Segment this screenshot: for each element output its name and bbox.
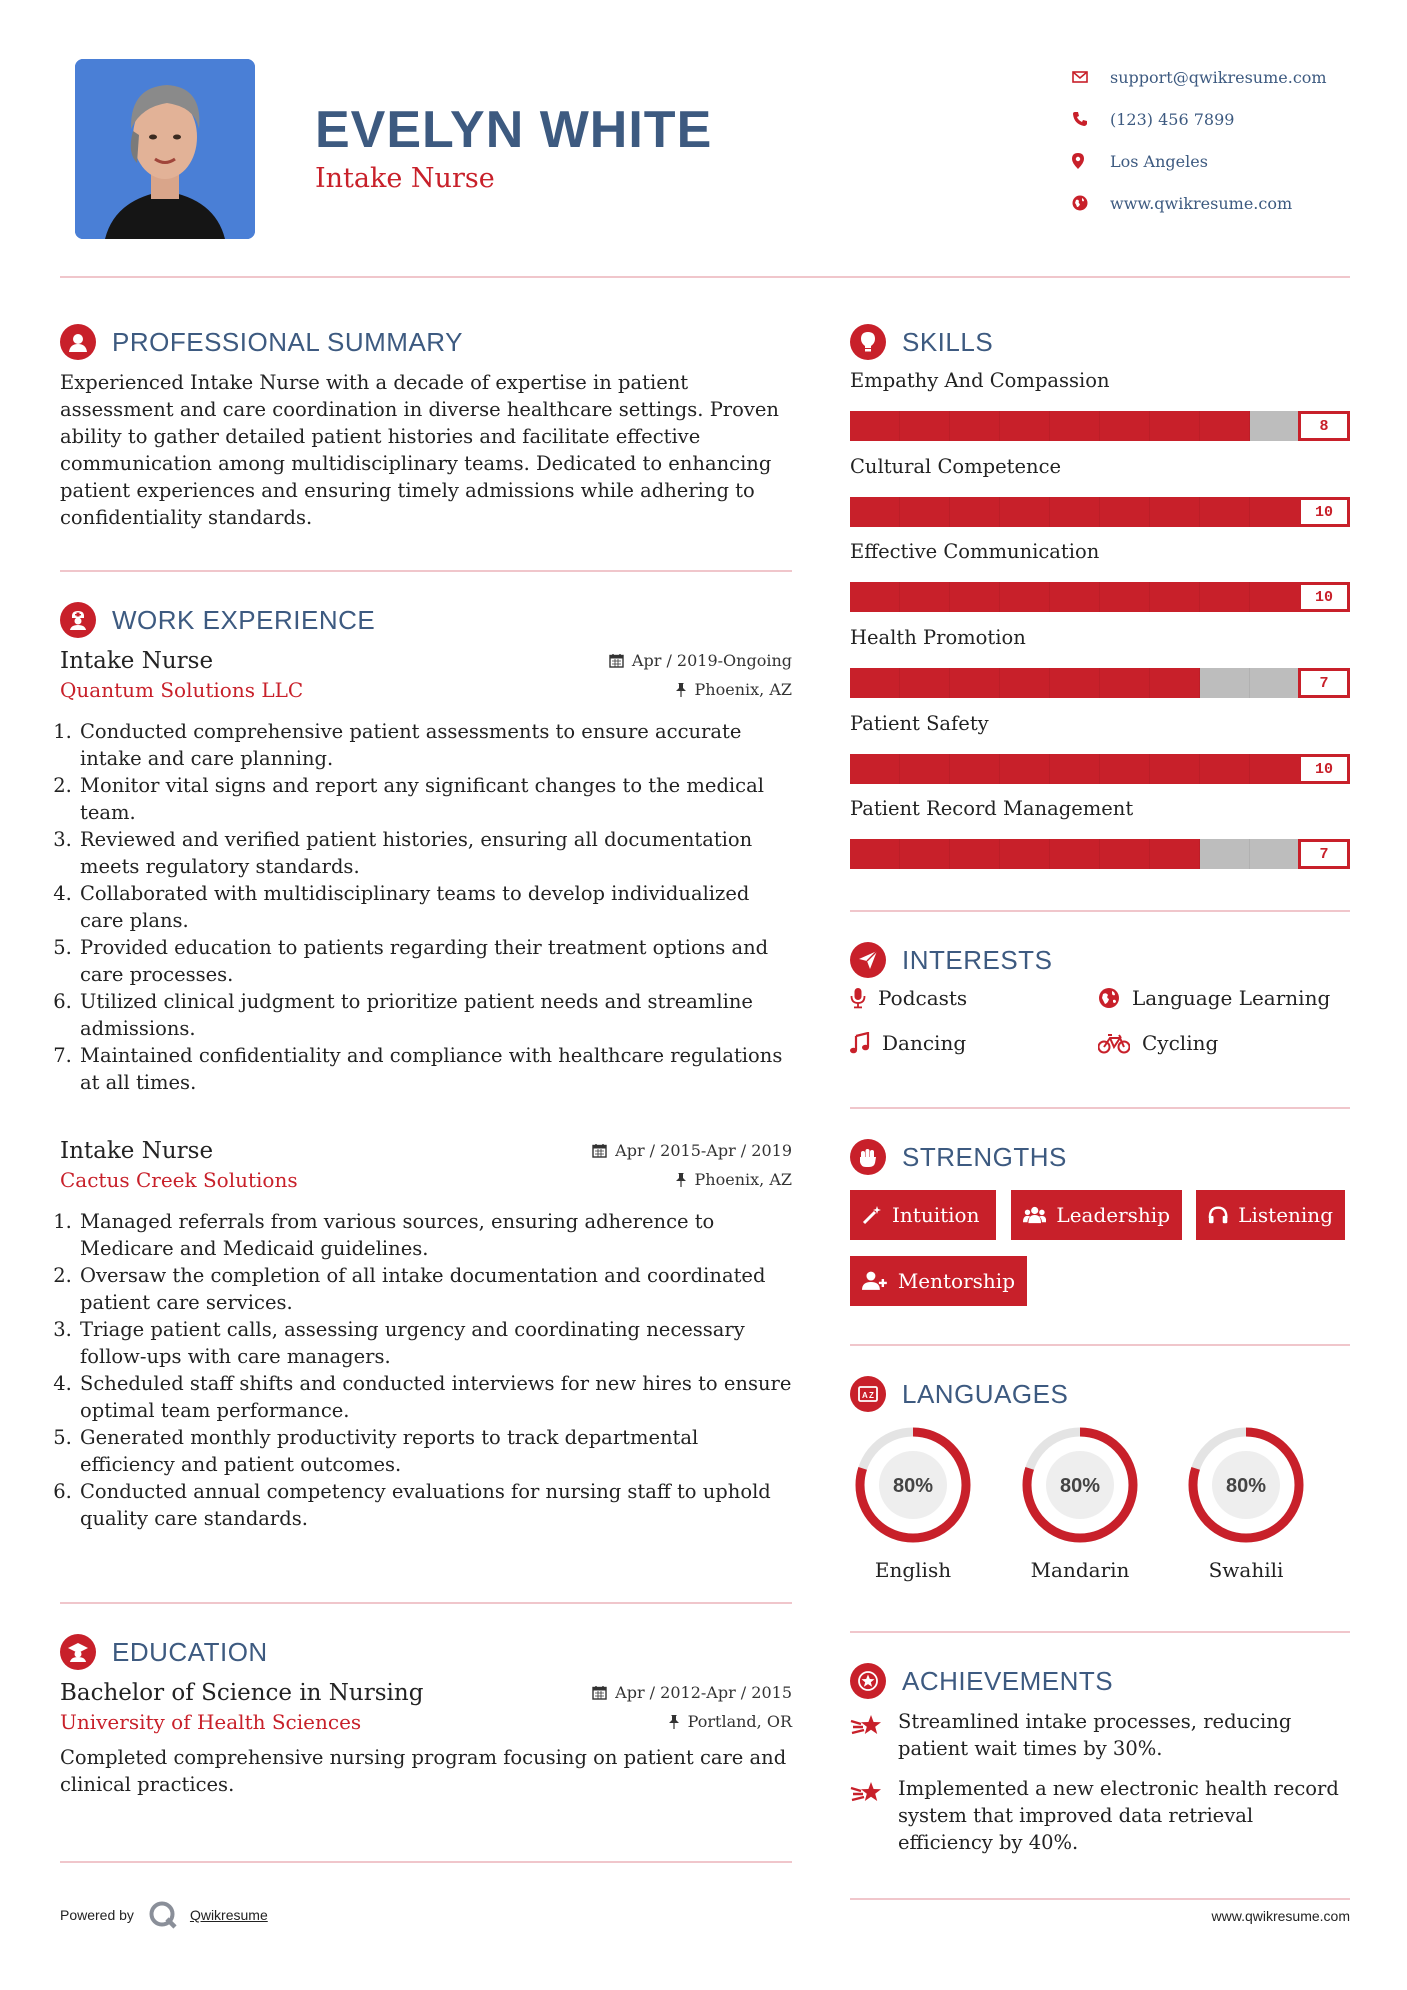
skill-level-value: 7 <box>1298 668 1350 698</box>
list-item: 3. Reviewed and verified patient histories, ensuring all documentation meets regulatory standards. <box>78 826 792 880</box>
skill-bar-segment <box>1150 497 1200 527</box>
footer-site[interactable]: www.qwikresume.com <box>1211 1908 1350 1924</box>
calendar-icon <box>592 1143 607 1158</box>
language-item <box>1019 1424 1141 1582</box>
education-divider <box>60 1861 792 1863</box>
interest-label: Language Learning <box>1132 986 1331 1010</box>
strength-label: Intuition <box>892 1203 980 1227</box>
job-dates <box>609 651 792 670</box>
skill-bar-segment <box>850 839 900 869</box>
achievements-title: ACHIEVEMENTS <box>902 1665 1114 1696</box>
skill-bar-segment <box>900 582 950 612</box>
achievements-divider <box>850 1898 1350 1900</box>
achievement-item <box>850 1775 1350 1856</box>
candidate-name: EVELYN WHITE <box>315 101 713 159</box>
language-percent: 80% <box>892 1475 934 1497</box>
skill-bar-segment <box>1150 582 1200 612</box>
interests-title: INTERESTS <box>902 944 1053 975</box>
contact-phone[interactable] <box>1072 98 1372 140</box>
skill-level-value: 7 <box>1298 839 1350 869</box>
skill-level-value: 8 <box>1298 411 1350 441</box>
job-location-text: Phoenix, AZ <box>694 680 792 699</box>
language-ring <box>1019 1424 1141 1546</box>
skill-bar-segment <box>950 839 1000 869</box>
list-item: 6. Utilized clinical judgment to prioritize patient needs and streamline admissions. <box>78 988 792 1042</box>
skill-bar-segment <box>850 668 900 698</box>
skill-level-bar <box>850 497 1350 527</box>
skill-bar-segment <box>1200 839 1250 869</box>
job-entry <box>60 1138 792 1532</box>
experience-heading <box>60 602 375 638</box>
calendar-icon <box>609 653 624 668</box>
skill-name: Cultural Competence <box>850 455 1062 478</box>
achievement-text: Streamlined intake processes, reducing patient wait times by 30%. <box>898 1710 1292 1760</box>
shooting-star-icon <box>850 1779 884 1805</box>
education-entry <box>60 1680 792 1798</box>
skill-bar-segment <box>1200 582 1250 612</box>
envelope-icon <box>1072 71 1110 83</box>
svg-text:A: A <box>862 1391 868 1400</box>
skill-bar-segment <box>1000 497 1050 527</box>
interest-label: Cycling <box>1142 1031 1219 1055</box>
contact-block <box>1072 56 1372 224</box>
pushpin-icon <box>675 1172 687 1187</box>
qwikresume-logo-icon <box>148 1900 178 1930</box>
list-item: 6. Conducted annual competency evaluations for nursing staff to uphold quality care standards. <box>78 1478 792 1532</box>
skill-bar-segment <box>1250 582 1300 612</box>
skill-bar-segment <box>950 754 1000 784</box>
music-note-icon <box>850 1032 870 1054</box>
skill-level-bar <box>850 582 1350 612</box>
skill-name: Health Promotion <box>850 626 1026 649</box>
skill-bar-segment <box>1250 839 1300 869</box>
skill-bar-segment <box>900 411 950 441</box>
language-percent: 80% <box>1059 1475 1101 1497</box>
interest-label: Dancing <box>882 1031 967 1055</box>
interest-item <box>1098 1031 1218 1055</box>
skill-bar-segment <box>1000 668 1050 698</box>
skill-bar-segment <box>1000 411 1050 441</box>
skill-level-value: 10 <box>1298 497 1350 527</box>
skill-bar-segment <box>950 411 1000 441</box>
skill-level-value: 10 <box>1298 582 1350 612</box>
shooting-star-icon <box>850 1712 884 1738</box>
skill-bar-segment <box>950 582 1000 612</box>
skill-bar-segment <box>1100 411 1150 441</box>
strength-label: Mentorship <box>897 1269 1015 1293</box>
job-dates-text: Apr / 2015-Apr / 2019 <box>615 1141 792 1160</box>
user-icon <box>60 324 96 360</box>
languages-title: LANGUAGES <box>902 1378 1069 1409</box>
skill-bar-segment <box>1000 754 1050 784</box>
lightbulb-icon <box>850 324 886 360</box>
skill-level-bar <box>850 411 1350 441</box>
strength-chip <box>850 1256 1027 1306</box>
skill-level-bar <box>850 754 1350 784</box>
list-item: 3. Triage patient calls, assessing urgency and coordinating necessary follow-ups with care managers. <box>78 1316 792 1370</box>
interest-item <box>850 1031 966 1055</box>
skill-bar-segment <box>1250 411 1300 441</box>
strength-label: Listening <box>1238 1203 1333 1227</box>
translate-icon <box>850 1376 886 1412</box>
website-text[interactable]: www.qwikresume.com <box>1110 193 1293 213</box>
headphones-icon <box>1208 1205 1228 1225</box>
strengths-title: STRENGTHS <box>902 1141 1067 1172</box>
skill-bar-segment <box>1150 839 1200 869</box>
summary-heading <box>60 324 463 360</box>
bicycle-icon <box>1098 1032 1130 1054</box>
skills-divider <box>850 910 1350 912</box>
degree-title: Bachelor of Science in Nursing <box>60 1680 424 1706</box>
job-dates <box>592 1141 792 1160</box>
skills-heading <box>850 324 993 360</box>
skill-bar-segment <box>1100 582 1150 612</box>
skill-level-bar <box>850 668 1350 698</box>
skill-bar-segment <box>1000 582 1050 612</box>
nurse-icon <box>60 602 96 638</box>
skill-bar-segment <box>1200 497 1250 527</box>
languages-heading <box>850 1376 1068 1412</box>
job-entry <box>60 648 792 1096</box>
strength-chip <box>1196 1190 1345 1240</box>
microphone-icon <box>850 987 866 1009</box>
skill-bar-segment <box>1050 582 1100 612</box>
fist-icon <box>850 1139 886 1175</box>
brand-link[interactable]: Qwikresume <box>189 1907 268 1923</box>
job-bullets <box>60 1208 792 1532</box>
summary-divider <box>60 570 792 572</box>
email-text[interactable]: support@qwikresume.com <box>1110 67 1327 87</box>
achievements-heading <box>850 1663 1113 1699</box>
skill-bar-segment <box>850 754 900 784</box>
skill-item <box>850 797 1350 869</box>
job-company: Quantum Solutions LLC <box>60 678 304 702</box>
list-item: 7. Maintained confidentiality and compliance with healthcare regulations at all times. <box>78 1042 792 1096</box>
interest-item <box>850 986 967 1010</box>
achievement-item <box>850 1708 1350 1762</box>
svg-text:Z: Z <box>869 1391 874 1400</box>
profile-photo <box>75 59 255 239</box>
education-location <box>668 1712 792 1731</box>
star-badge-icon <box>850 1663 886 1699</box>
list-item: 4. Collaborated with multidisciplinary teams to develop individualized care plans. <box>78 880 792 934</box>
skill-bar-segment <box>850 497 900 527</box>
language-name: English <box>874 1558 952 1582</box>
powered-by-text: Powered by <box>60 1907 134 1923</box>
skill-bar-segment <box>1250 668 1300 698</box>
pushpin-icon <box>675 682 687 697</box>
skill-bar-segment <box>1200 668 1250 698</box>
phone-text[interactable]: (123) 456 7899 <box>1110 109 1235 129</box>
skill-bar-segment <box>1050 497 1100 527</box>
skill-bar-segment <box>850 411 900 441</box>
paper-plane-icon <box>850 942 886 978</box>
skill-item <box>850 455 1350 527</box>
skill-name: Patient Record Management <box>850 797 1134 820</box>
candidate-title: Intake Nurse <box>315 163 495 194</box>
skill-bar-segment <box>1050 668 1100 698</box>
skill-bar-segment <box>1150 411 1200 441</box>
skill-bar-segment <box>1100 497 1150 527</box>
education-description: Completed comprehensive nursing program focusing on patient care and clinical practices. <box>60 1746 787 1796</box>
skill-bar-segment <box>900 754 950 784</box>
skill-bar-segment <box>1100 839 1150 869</box>
skill-bar-segment <box>1050 754 1100 784</box>
skill-bar-segment <box>1150 668 1200 698</box>
skills-title: SKILLS <box>902 326 994 357</box>
skill-item <box>850 540 1350 612</box>
interests-heading <box>850 942 1052 978</box>
language-name: Mandarin <box>1030 1558 1130 1582</box>
skill-bar-segment <box>1050 411 1100 441</box>
skill-bar-segment <box>1100 754 1150 784</box>
school-name: University of Health Sciences <box>60 1710 362 1734</box>
skill-name: Empathy And Compassion <box>850 369 1110 392</box>
list-item: 4. Scheduled staff shifts and conducted interviews for new hires to ensure optimal team performance. <box>78 1370 792 1424</box>
job-company: Cactus Creek Solutions <box>60 1168 298 1192</box>
job-location <box>675 1170 792 1189</box>
skill-bar-segment <box>1100 668 1150 698</box>
graduation-icon <box>60 1634 96 1670</box>
contact-location <box>1072 140 1372 182</box>
skill-item <box>850 369 1350 441</box>
experience-title: WORK EXPERIENCE <box>112 604 376 635</box>
magic-wand-icon <box>862 1205 882 1225</box>
globe-icon <box>1098 987 1120 1009</box>
list-item: 2. Monitor vital signs and report any significant changes to the medical team. <box>78 772 792 826</box>
achievement-text: Implemented a new electronic health record system that improved data retrieval efficiency by 40%. <box>898 1777 1339 1854</box>
skill-level-value: 10 <box>1298 754 1350 784</box>
skill-name: Patient Safety <box>850 712 989 735</box>
job-dates-text: Apr / 2019-Ongoing <box>631 651 792 670</box>
calendar-icon <box>592 1685 607 1700</box>
summary-title: PROFESSIONAL SUMMARY <box>112 326 463 357</box>
skill-bar-segment <box>1200 754 1250 784</box>
skill-bar-segment <box>900 839 950 869</box>
language-ring <box>1185 1424 1307 1546</box>
strength-label: Leadership <box>1056 1203 1170 1227</box>
job-location-text: Phoenix, AZ <box>694 1170 792 1189</box>
interests-divider <box>850 1107 1350 1109</box>
map-pin-icon <box>1072 153 1110 169</box>
portrait-image <box>75 59 255 239</box>
job-location <box>675 680 792 699</box>
summary-text: Experienced Intake Nurse with a decade of expertise in patient assessment and care coordination in diverse healthcare settings. Proven ability to gather detailed patient histories and facilitate effective communication among multidisciplinary teams. Dedicated to enhancing patient experiences and ensuring timely admissions while adhering to confidentiality standards. <box>60 371 779 529</box>
footer-left <box>60 1898 268 1932</box>
strengths-divider <box>850 1344 1350 1346</box>
skill-bar-segment <box>1250 497 1300 527</box>
skill-bar-segment <box>1050 839 1100 869</box>
language-ring <box>852 1424 974 1546</box>
list-item: 1. Conducted comprehensive patient assessments to ensure accurate intake and care planning. <box>78 718 792 772</box>
language-percent: 80% <box>1225 1475 1267 1497</box>
skill-bar-segment <box>950 668 1000 698</box>
strength-chip <box>850 1190 996 1240</box>
language-item <box>852 1424 974 1582</box>
user-plus-icon <box>862 1271 888 1291</box>
strengths-heading <box>850 1139 1067 1175</box>
location-text: Los Angeles <box>1110 151 1208 171</box>
skill-level-bar <box>850 839 1350 869</box>
languages-divider <box>850 1631 1350 1633</box>
skill-bar-segment <box>850 582 900 612</box>
list-item: 5. Generated monthly productivity reports to track departmental efficiency and patient outcomes. <box>78 1424 792 1478</box>
interest-label: Podcasts <box>878 986 968 1010</box>
education-heading <box>60 1634 268 1670</box>
skill-bar-segment <box>900 497 950 527</box>
skill-bar-segment <box>900 668 950 698</box>
job-title: Intake Nurse <box>60 1138 214 1164</box>
skill-bar-segment <box>950 497 1000 527</box>
pushpin-icon <box>668 1714 680 1729</box>
job-title: Intake Nurse <box>60 648 214 674</box>
skill-name: Effective Communication <box>850 540 1100 563</box>
skill-bar-segment <box>1150 754 1200 784</box>
strength-chip <box>1011 1190 1182 1240</box>
experience-divider <box>60 1602 792 1604</box>
interest-item <box>1098 986 1330 1010</box>
job-bullets <box>60 718 792 1096</box>
users-icon <box>1023 1205 1046 1225</box>
list-item: 2. Oversaw the completion of all intake documentation and coordinated patient care services. <box>78 1262 792 1316</box>
skill-item <box>850 626 1350 698</box>
education-dates <box>592 1683 792 1702</box>
education-title: EDUCATION <box>112 1636 268 1667</box>
contact-website[interactable] <box>1072 182 1372 224</box>
skill-bar-segment <box>1000 839 1050 869</box>
language-name: Swahili <box>1208 1558 1284 1582</box>
list-item: 5. Provided education to patients regarding their treatment options and care processes. <box>78 934 792 988</box>
contact-email[interactable] <box>1072 56 1372 98</box>
education-location-text: Portland, OR <box>687 1712 792 1731</box>
skill-item <box>850 712 1350 784</box>
skill-bar-segment <box>1250 754 1300 784</box>
language-item <box>1185 1424 1307 1582</box>
header-divider <box>60 276 1350 278</box>
phone-icon <box>1072 111 1110 127</box>
list-item: 1. Managed referrals from various sources, ensuring adherence to Medicare and Medicaid guidelines. <box>78 1208 792 1262</box>
skill-bar-segment <box>1200 411 1250 441</box>
education-dates-text: Apr / 2012-Apr / 2015 <box>615 1683 792 1702</box>
globe-icon <box>1072 195 1110 211</box>
